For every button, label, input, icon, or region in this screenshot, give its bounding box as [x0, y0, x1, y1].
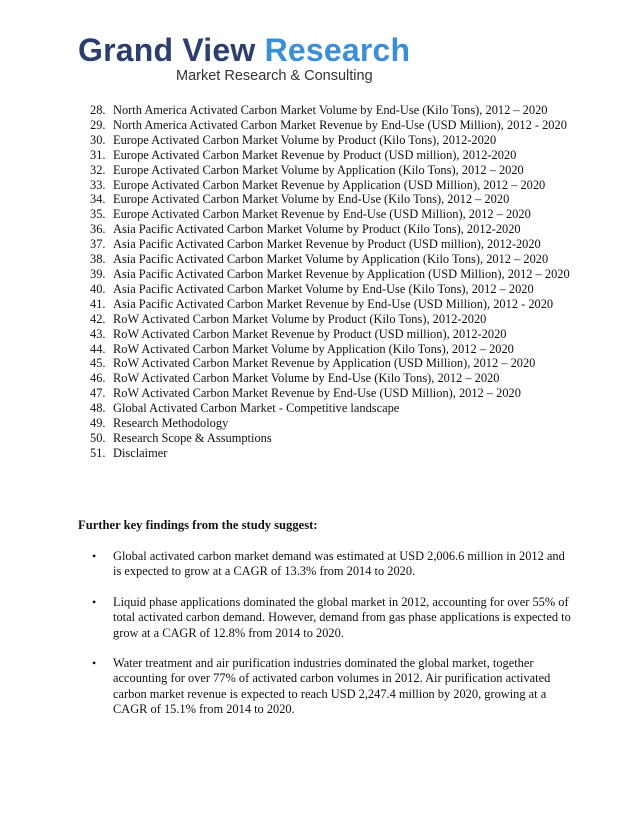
toc-item — [90, 237, 610, 252]
finding-bullet — [92, 656, 572, 718]
toc-item — [90, 103, 610, 118]
toc-item — [90, 356, 610, 371]
toc-item-number: 39. — [90, 266, 106, 281]
finding-bullet — [92, 595, 572, 641]
logo-title — [78, 34, 410, 66]
toc-item-number: 40. — [90, 281, 106, 296]
toc-item — [90, 192, 610, 207]
toc-item-text: Global Activated Carbon Market - Competitive landscape — [113, 401, 400, 416]
findings-heading: Further key findings from the study suggest: — [78, 518, 318, 532]
toc-item-number: 32. — [90, 162, 106, 177]
toc-item-text: Research Methodology — [113, 416, 229, 431]
toc-item-text: Asia Pacific Activated Carbon Market Revenue by Product (USD million), 2012-2020 — [113, 237, 541, 252]
toc-item-number: 36. — [90, 222, 106, 237]
finding-bullet — [92, 549, 572, 580]
toc-item — [90, 446, 610, 461]
finding-bullet-text: Liquid phase applications dominated the global market in 2012, accounting for over 55% of total activated carbon demand. However, demand from gas phase applications is expected to grow at a CAGR of 12.8% from 2014 to 2020. — [113, 594, 571, 640]
toc-item — [90, 178, 610, 193]
toc-item-number: 42. — [90, 311, 106, 326]
toc-item-number: 48. — [90, 401, 106, 416]
toc-item — [90, 342, 610, 357]
toc-item-text: Europe Activated Carbon Market Revenue by Product (USD million), 2012-2020 — [113, 147, 517, 162]
toc-item-text: RoW Activated Carbon Market Volume by Product (Kilo Tons), 2012-2020 — [113, 311, 487, 326]
toc-item — [90, 431, 610, 446]
toc-item-number: 49. — [90, 416, 106, 431]
toc-item-number: 38. — [90, 252, 106, 267]
logo-subtitle: Market Research & Consulting — [176, 68, 373, 84]
toc-item-text: North America Activated Carbon Market Revenue by End-Use (USD Million), 2012 - 2020 — [113, 117, 567, 132]
toc-item-text: Europe Activated Carbon Market Volume by Product (Kilo Tons), 2012-2020 — [113, 132, 497, 147]
toc-item-number: 35. — [90, 207, 106, 222]
toc-item-text: Asia Pacific Activated Carbon Market Revenue by End-Use (USD Million), 2012 - 2020 — [113, 296, 554, 311]
toc-item-text: RoW Activated Carbon Market Revenue by End-Use (USD Million), 2012 – 2020 — [113, 386, 521, 401]
toc-item-number: 31. — [90, 147, 106, 162]
toc-item-text: North America Activated Carbon Market Volume by End-Use (Kilo Tons), 2012 – 2020 — [113, 103, 548, 117]
toc-item — [90, 312, 610, 327]
toc-item-text: RoW Activated Carbon Market Volume by Application (Kilo Tons), 2012 – 2020 — [113, 341, 514, 356]
toc-item-text: RoW Activated Carbon Market Revenue by Product (USD million), 2012-2020 — [113, 326, 507, 341]
bullet-icon: • — [92, 549, 97, 563]
toc-item-number: 30. — [90, 132, 106, 147]
toc-item — [90, 282, 610, 297]
toc-item — [90, 133, 610, 148]
toc-item — [90, 148, 610, 163]
logo-title-part2: Research — [264, 32, 411, 68]
toc-item-number: 37. — [90, 237, 106, 252]
toc-item-number: 29. — [90, 117, 106, 132]
toc-item-text: Europe Activated Carbon Market Volume by End-Use (Kilo Tons), 2012 – 2020 — [113, 192, 510, 207]
toc-item-number: 51. — [90, 445, 106, 460]
toc-item-number: 33. — [90, 177, 106, 192]
toc-item-text: Europe Activated Carbon Market Revenue by End-Use (USD Million), 2012 – 2020 — [113, 207, 531, 222]
finding-bullet-text: Water treatment and air purification industries dominated the global market, together accounting for over 77% of activated carbon volumes in 2012. Air purification activated carbon market revenue is expected to reach USD 2,247.4 million by 2020, growing at a CAGR of 15.1% from 2014 to 2020. — [113, 656, 551, 717]
toc-item-text: Asia Pacific Activated Carbon Market Volume by Application (Kilo Tons), 2012 – 2020 — [113, 252, 549, 267]
toc-item-number: 47. — [90, 386, 106, 401]
company-logo — [78, 34, 410, 84]
toc-item-number: 46. — [90, 371, 106, 386]
findings-bullet-list — [92, 549, 572, 733]
toc-item — [90, 327, 610, 342]
toc-item-number: 45. — [90, 356, 106, 371]
logo-title-part1: Grand View — [78, 32, 256, 68]
toc-item-text: Europe Activated Carbon Market Revenue by Application (USD Million), 2012 – 2020 — [113, 177, 546, 192]
toc-item-text: Asia Pacific Activated Carbon Market Volume by Product (Kilo Tons), 2012-2020 — [113, 222, 521, 237]
toc-item-number: 50. — [90, 430, 106, 445]
finding-bullet-text: Global activated carbon market demand was estimated at USD 2,006.6 million in 2012 and is expected to grow at a CAGR of 13.3% from 2014 to 2020. — [113, 549, 565, 579]
toc-item — [90, 222, 610, 237]
toc-item-number: 34. — [90, 192, 106, 207]
toc-item — [90, 371, 610, 386]
toc-item — [90, 267, 610, 282]
toc-item — [90, 252, 610, 267]
toc-item-number: 44. — [90, 341, 106, 356]
toc-item-text: Asia Pacific Activated Carbon Market Revenue by Application (USD Million), 2012 – 2020 — [113, 266, 570, 281]
bullet-icon: • — [92, 656, 97, 671]
toc-item-text: RoW Activated Carbon Market Revenue by Application (USD Million), 2012 – 2020 — [113, 356, 536, 371]
toc-item-text: Research Scope & Assumptions — [113, 430, 272, 445]
toc-item-number: 41. — [90, 296, 106, 311]
toc-item — [90, 386, 610, 401]
toc-item-number: 43. — [90, 326, 106, 341]
toc-item-text: Disclaimer — [113, 445, 168, 460]
toc-item-number: 28. — [90, 103, 106, 117]
toc-item — [90, 416, 610, 431]
toc-item-text: Asia Pacific Activated Carbon Market Volume by End-Use (Kilo Tons), 2012 – 2020 — [113, 281, 534, 296]
bullet-icon: • — [92, 594, 97, 609]
table-of-contents-list — [90, 103, 610, 461]
toc-item — [90, 118, 610, 133]
toc-item-text: RoW Activated Carbon Market Volume by End-Use (Kilo Tons), 2012 – 2020 — [113, 371, 500, 386]
toc-item — [90, 401, 610, 416]
toc-item — [90, 163, 610, 178]
toc-item — [90, 297, 610, 312]
toc-item — [90, 207, 610, 222]
toc-item-text: Europe Activated Carbon Market Volume by Application (Kilo Tons), 2012 – 2020 — [113, 162, 524, 177]
